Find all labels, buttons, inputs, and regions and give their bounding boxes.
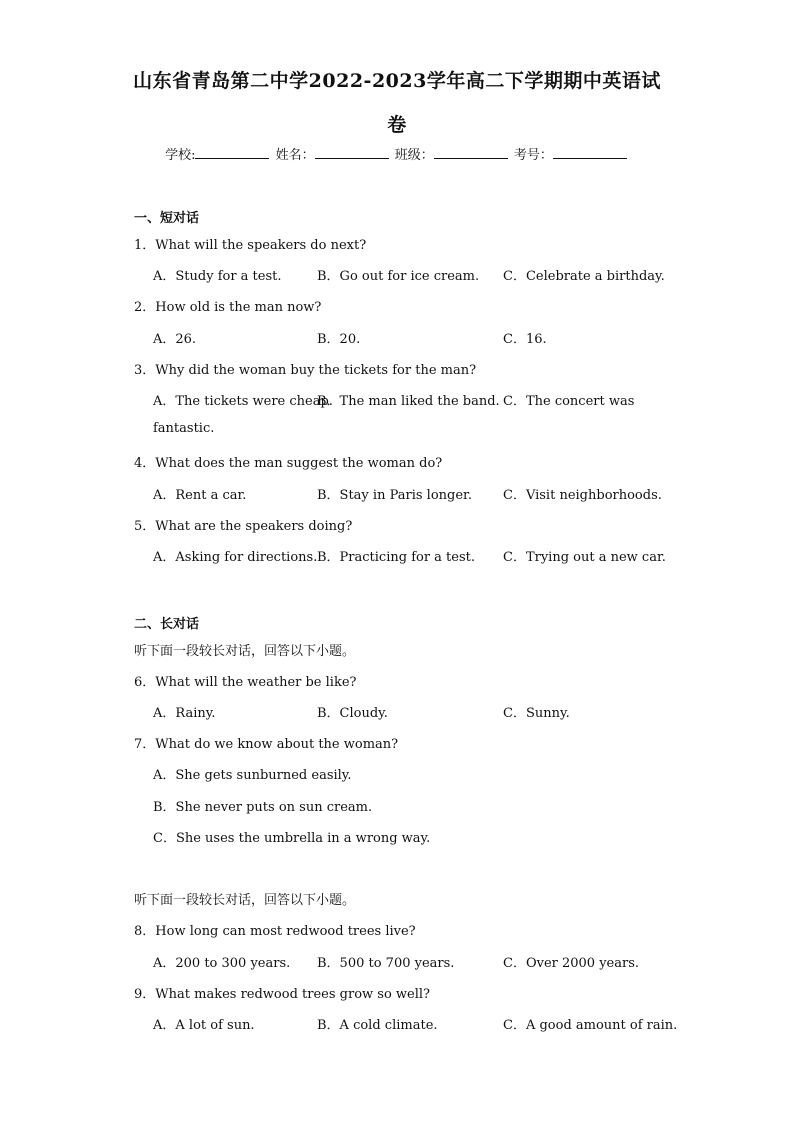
- question-number: 8．: [134, 924, 156, 939]
- question-1-option-b: B．Go out for ice cream.: [317, 269, 480, 284]
- name-label: 姓名：: [275, 148, 315, 163]
- class-label: 班级：: [394, 148, 434, 163]
- question-text: What do we know about the woman?: [155, 737, 399, 752]
- question-1-option-a: A．Study for a test.: [153, 269, 282, 284]
- question-number: 3．: [134, 363, 156, 378]
- school-blank[interactable]: [195, 146, 269, 159]
- question-6-option-a: A．Rainy.: [153, 706, 216, 721]
- question-8-option-a: A．200 to 300 years.: [153, 956, 291, 971]
- question-number: 1．: [134, 238, 156, 253]
- question-text: How old is the man now?: [155, 300, 322, 315]
- question-4: [134, 452, 442, 471]
- question-text: Why did the woman buy the tickets for the man?: [155, 363, 477, 378]
- question-5-option-b: B．Practicing for a test.: [317, 550, 476, 565]
- question-1-option-c: C．Celebrate a birthday.: [503, 269, 665, 284]
- exam-number-label: 考号：: [513, 148, 553, 163]
- question-number: 9．: [134, 987, 156, 1002]
- question-5: [134, 515, 352, 534]
- question-8-option-c: C．Over 2000 years.: [503, 956, 640, 971]
- question-5-option-c: C．Trying out a new car.: [503, 550, 666, 565]
- question-text: What are the speakers doing?: [155, 519, 353, 534]
- question-8: [134, 920, 416, 939]
- question-7: [134, 733, 398, 752]
- question-7-option-a: A．She gets sunburned easily.: [153, 768, 352, 783]
- question-9: [134, 983, 430, 1002]
- class-blank[interactable]: [434, 146, 508, 159]
- section-heading-short-dialogues: 一、短对话: [134, 211, 200, 226]
- question-4-option-c: C．Visit neighborhoods.: [503, 488, 662, 503]
- question-6: [134, 671, 357, 690]
- question-text: What makes redwood trees grow so well?: [155, 987, 431, 1002]
- question-9-option-a: A．A lot of sun.: [153, 1018, 255, 1033]
- question-2-option-c: C．16.: [503, 332, 547, 347]
- name-blank[interactable]: [315, 146, 389, 159]
- question-number: 4．: [134, 456, 156, 471]
- question-text: What will the weather be like?: [155, 675, 357, 690]
- question-5-option-a: A．Asking for directions.: [153, 550, 318, 565]
- section-heading-long-dialogues: 二、长对话: [134, 617, 200, 632]
- question-3-option-a: A．The tickets were cheap.: [153, 394, 333, 409]
- question-3-option-c-wrap: fantastic.: [153, 421, 215, 436]
- question-text: What does the man suggest the woman do?: [155, 456, 443, 471]
- question-number: 2．: [134, 300, 156, 315]
- school-label: 学校:: [165, 148, 196, 163]
- question-7-option-b: B．She never puts on sun cream.: [153, 800, 373, 815]
- question-3: [134, 359, 476, 378]
- question-number: 5．: [134, 519, 156, 534]
- question-number: 6．: [134, 675, 156, 690]
- question-8-option-b: B．500 to 700 years.: [317, 956, 455, 971]
- question-9-option-c: C．A good amount of rain.: [503, 1018, 678, 1033]
- exam-title-line2: 卷: [387, 114, 407, 136]
- question-3-option-b: B．The man liked the band.: [317, 394, 500, 409]
- question-7-option-c: C．She uses the umbrella in a wrong way.: [153, 831, 431, 846]
- exam-title-line1: 山东省青岛第二中学2022-2023学年高二下学期期中英语试: [133, 70, 661, 92]
- question-2-option-b: B．20.: [317, 332, 361, 347]
- question-3-option-c: C．The concert was: [503, 394, 635, 409]
- section-instruction-2: 听下面一段较长对话，回答以下小题。: [134, 893, 356, 908]
- question-2: [134, 296, 321, 315]
- exam-number-blank[interactable]: [553, 146, 627, 159]
- question-9-option-b: B．A cold climate.: [317, 1018, 438, 1033]
- section-instruction: 听下面一段较长对话，回答以下小题。: [134, 644, 356, 659]
- question-6-option-c: C．Sunny.: [503, 706, 570, 721]
- question-4-option-b: B．Stay in Paris longer.: [317, 488, 472, 503]
- question-4-option-a: A．Rent a car.: [153, 488, 247, 503]
- question-2-option-a: A．26.: [153, 332, 197, 347]
- question-text: How long can most redwood trees live?: [155, 924, 416, 939]
- question-1: [134, 234, 366, 253]
- question-text: What will the speakers do next?: [155, 238, 367, 253]
- question-number: 7．: [134, 737, 156, 752]
- student-info-row: [0, 144, 794, 163]
- question-6-option-b: B．Cloudy.: [317, 706, 388, 721]
